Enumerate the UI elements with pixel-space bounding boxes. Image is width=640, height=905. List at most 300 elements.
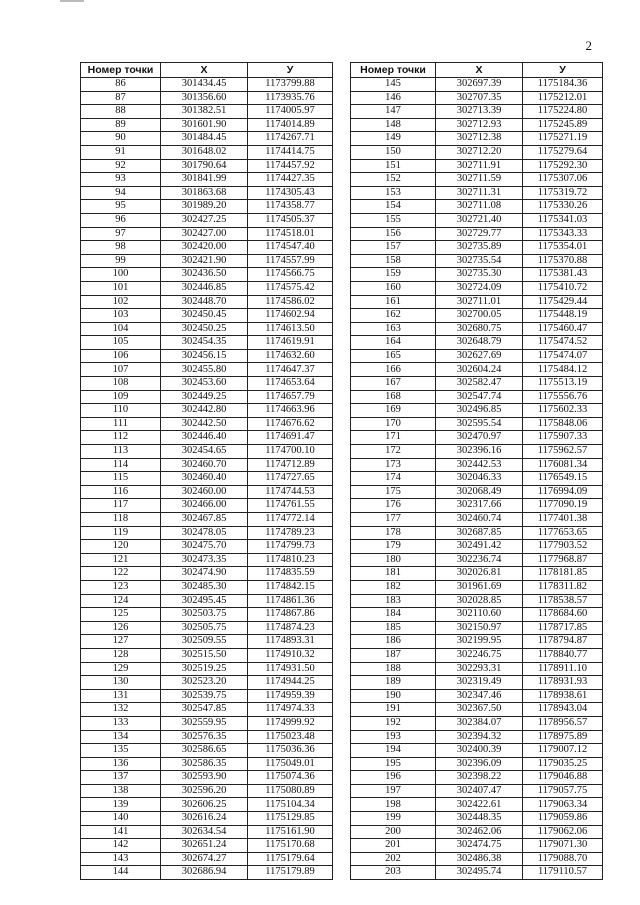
cell-point-number: 99 xyxy=(81,254,161,268)
cell-x: 302648.79 xyxy=(436,336,523,350)
cell-y: 1175343.33 xyxy=(523,227,603,241)
cell-y: 1174772.14 xyxy=(248,513,333,527)
table-body xyxy=(351,78,603,880)
cell-y: 1175513.19 xyxy=(523,377,603,391)
table-row xyxy=(351,118,603,132)
cell-x: 302442.53 xyxy=(436,458,523,472)
table-row xyxy=(81,349,333,363)
table-row xyxy=(81,431,333,445)
cell-y: 1175104.34 xyxy=(248,798,333,812)
cell-point-number: 194 xyxy=(351,744,436,758)
cell-x: 302606.25 xyxy=(161,798,248,812)
cell-y: 1178975.89 xyxy=(523,730,603,744)
cell-point-number: 112 xyxy=(81,431,161,445)
table-row xyxy=(351,526,603,540)
table-row xyxy=(81,390,333,404)
cell-point-number: 92 xyxy=(81,159,161,173)
cell-point-number: 173 xyxy=(351,458,436,472)
cell-x: 302486.38 xyxy=(436,852,523,866)
cell-y: 1174959.39 xyxy=(248,689,333,703)
cell-point-number: 111 xyxy=(81,417,161,431)
cell-y: 1177968.87 xyxy=(523,553,603,567)
cell-y: 1178956.57 xyxy=(523,716,603,730)
cell-point-number: 133 xyxy=(81,716,161,730)
cell-point-number: 203 xyxy=(351,866,436,880)
cell-y: 1175212.01 xyxy=(523,91,603,105)
table-row xyxy=(351,227,603,241)
table-row xyxy=(81,186,333,200)
table-row xyxy=(351,540,603,554)
cell-x: 302460.00 xyxy=(161,485,248,499)
cell-x: 302505.75 xyxy=(161,621,248,635)
cell-y: 1175354.01 xyxy=(523,241,603,255)
cell-x: 302400.39 xyxy=(436,744,523,758)
cell-point-number: 137 xyxy=(81,771,161,785)
cell-y: 1175049.01 xyxy=(248,757,333,771)
cell-point-number: 186 xyxy=(351,635,436,649)
cell-y: 1177401.38 xyxy=(523,513,603,527)
cell-point-number: 185 xyxy=(351,621,436,635)
cell-y: 1174874.23 xyxy=(248,621,333,635)
table-row xyxy=(351,567,603,581)
cell-x: 302474.90 xyxy=(161,567,248,581)
column-header-x: X xyxy=(436,63,523,78)
cell-point-number: 172 xyxy=(351,445,436,459)
cell-point-number: 191 xyxy=(351,703,436,717)
cell-point-number: 93 xyxy=(81,173,161,187)
cell-y: 1175330.26 xyxy=(523,200,603,214)
cell-x: 302627.69 xyxy=(436,349,523,363)
table-row xyxy=(351,689,603,703)
cell-x: 302420.00 xyxy=(161,241,248,255)
cell-x: 302604.24 xyxy=(436,363,523,377)
cell-x: 302453.60 xyxy=(161,377,248,391)
table-row xyxy=(351,254,603,268)
cell-x: 301961.69 xyxy=(436,580,523,594)
table-row xyxy=(81,485,333,499)
cell-y: 1175023.48 xyxy=(248,730,333,744)
cell-x: 302421.90 xyxy=(161,254,248,268)
scan-mark xyxy=(60,0,84,2)
cell-point-number: 171 xyxy=(351,431,436,445)
cell-x: 301484.45 xyxy=(161,132,248,146)
table-row xyxy=(351,241,603,255)
table-row xyxy=(81,689,333,703)
cell-x: 301601.90 xyxy=(161,118,248,132)
cell-x: 302448.35 xyxy=(436,812,523,826)
cell-point-number: 176 xyxy=(351,499,436,513)
table-row xyxy=(81,866,333,880)
cell-point-number: 167 xyxy=(351,377,436,391)
table-row xyxy=(351,594,603,608)
table-row xyxy=(81,567,333,581)
cell-x: 302068.49 xyxy=(436,485,523,499)
cell-x: 302586.35 xyxy=(161,757,248,771)
cell-y: 1174647.37 xyxy=(248,363,333,377)
cell-x: 302436.50 xyxy=(161,268,248,282)
table-row xyxy=(81,281,333,295)
cell-point-number: 163 xyxy=(351,322,436,336)
cell-point-number: 147 xyxy=(351,105,436,119)
table-row xyxy=(81,118,333,132)
table-row xyxy=(351,580,603,594)
cell-y: 1175319.72 xyxy=(523,186,603,200)
column-header-y: У xyxy=(248,63,333,78)
table-row xyxy=(81,662,333,676)
cell-y: 1175224.80 xyxy=(523,105,603,119)
cell-y: 1174305.43 xyxy=(248,186,333,200)
cell-x: 302455.80 xyxy=(161,363,248,377)
cell-y: 1179071.30 xyxy=(523,839,603,853)
cell-x: 302462.06 xyxy=(436,825,523,839)
coordinates-table-right xyxy=(350,62,603,880)
column-header-point-number: Номер точки xyxy=(81,63,161,78)
cell-x: 302711.08 xyxy=(436,200,523,214)
table-row xyxy=(351,784,603,798)
cell-x: 302582.47 xyxy=(436,377,523,391)
cell-x: 302735.54 xyxy=(436,254,523,268)
table-row xyxy=(81,91,333,105)
table-row xyxy=(351,812,603,826)
cell-y: 1178931.93 xyxy=(523,676,603,690)
table-row xyxy=(351,839,603,853)
cell-x: 302317.66 xyxy=(436,499,523,513)
cell-y: 1178717.85 xyxy=(523,621,603,635)
cell-x: 302547.85 xyxy=(161,703,248,717)
cell-point-number: 119 xyxy=(81,526,161,540)
cell-point-number: 192 xyxy=(351,716,436,730)
cell-point-number: 117 xyxy=(81,499,161,513)
cell-y: 1174014.89 xyxy=(248,118,333,132)
cell-y: 1178684.60 xyxy=(523,608,603,622)
cell-y: 1175292.30 xyxy=(523,159,603,173)
cell-y: 1174744.53 xyxy=(248,485,333,499)
cell-point-number: 178 xyxy=(351,526,436,540)
cell-x: 302712.38 xyxy=(436,132,523,146)
cell-x: 302046.33 xyxy=(436,472,523,486)
cell-x: 302450.25 xyxy=(161,322,248,336)
cell-x: 302700.05 xyxy=(436,309,523,323)
table-row xyxy=(81,200,333,214)
cell-point-number: 179 xyxy=(351,540,436,554)
cell-y: 1179035.25 xyxy=(523,757,603,771)
cell-y: 1175448.19 xyxy=(523,309,603,323)
cell-x: 302456.15 xyxy=(161,349,248,363)
table-row xyxy=(81,812,333,826)
cell-y: 1174761.55 xyxy=(248,499,333,513)
cell-point-number: 149 xyxy=(351,132,436,146)
table-row xyxy=(81,540,333,554)
cell-x: 302199.95 xyxy=(436,635,523,649)
table-header-row xyxy=(81,63,333,78)
cell-y: 1174712.89 xyxy=(248,458,333,472)
cell-x: 302547.74 xyxy=(436,390,523,404)
cell-point-number: 164 xyxy=(351,336,436,350)
cell-y: 1175074.36 xyxy=(248,771,333,785)
cell-y: 1174974.33 xyxy=(248,703,333,717)
cell-x: 302712.20 xyxy=(436,145,523,159)
cell-x: 302735.30 xyxy=(436,268,523,282)
cell-y: 1175036.36 xyxy=(248,744,333,758)
cell-point-number: 187 xyxy=(351,648,436,662)
cell-point-number: 199 xyxy=(351,812,436,826)
cell-point-number: 157 xyxy=(351,241,436,255)
cell-y: 1178538.57 xyxy=(523,594,603,608)
cell-x: 302539.75 xyxy=(161,689,248,703)
cell-x: 302616.24 xyxy=(161,812,248,826)
cell-x: 302686.94 xyxy=(161,866,248,880)
cell-x: 302422.61 xyxy=(436,798,523,812)
cell-y: 1175556.76 xyxy=(523,390,603,404)
table-row xyxy=(351,268,603,282)
cell-point-number: 162 xyxy=(351,309,436,323)
cell-y: 1178311.82 xyxy=(523,580,603,594)
cell-y: 1174810.23 xyxy=(248,553,333,567)
table-row xyxy=(81,825,333,839)
cell-x: 302427.00 xyxy=(161,227,248,241)
cell-y: 1174691.47 xyxy=(248,431,333,445)
cell-point-number: 121 xyxy=(81,553,161,567)
cell-x: 302509.55 xyxy=(161,635,248,649)
cell-point-number: 108 xyxy=(81,377,161,391)
cell-x: 302559.95 xyxy=(161,716,248,730)
cell-y: 1174842.15 xyxy=(248,580,333,594)
table-row xyxy=(351,78,603,92)
table-row xyxy=(81,145,333,159)
cell-point-number: 136 xyxy=(81,757,161,771)
cell-y: 1179063.34 xyxy=(523,798,603,812)
cell-y: 1178794.87 xyxy=(523,635,603,649)
table-row xyxy=(351,458,603,472)
cell-x: 302475.70 xyxy=(161,540,248,554)
cell-point-number: 181 xyxy=(351,567,436,581)
cell-x: 302674.27 xyxy=(161,852,248,866)
cell-point-number: 116 xyxy=(81,485,161,499)
cell-point-number: 131 xyxy=(81,689,161,703)
table-row xyxy=(81,159,333,173)
table-row xyxy=(351,349,603,363)
cell-y: 1179046.88 xyxy=(523,771,603,785)
cell-x: 302593.90 xyxy=(161,771,248,785)
cell-point-number: 182 xyxy=(351,580,436,594)
table-row xyxy=(351,472,603,486)
table-row xyxy=(351,716,603,730)
cell-point-number: 146 xyxy=(351,91,436,105)
cell-x: 302711.91 xyxy=(436,159,523,173)
cell-point-number: 160 xyxy=(351,281,436,295)
cell-x: 302026.81 xyxy=(436,567,523,581)
cell-point-number: 202 xyxy=(351,852,436,866)
table-row xyxy=(81,648,333,662)
table-body xyxy=(81,78,333,880)
table-row xyxy=(351,200,603,214)
cell-y: 1175080.89 xyxy=(248,784,333,798)
cell-x: 302712.93 xyxy=(436,118,523,132)
table-row xyxy=(351,336,603,350)
cell-y: 1174835.59 xyxy=(248,567,333,581)
cell-point-number: 154 xyxy=(351,200,436,214)
table-row xyxy=(351,431,603,445)
cell-y: 1179062.06 xyxy=(523,825,603,839)
cell-x: 302446.85 xyxy=(161,281,248,295)
cell-y: 1175474.07 xyxy=(523,349,603,363)
cell-x: 302028.85 xyxy=(436,594,523,608)
cell-point-number: 155 xyxy=(351,213,436,227)
cell-y: 1174602.94 xyxy=(248,309,333,323)
table-row xyxy=(351,485,603,499)
cell-y: 1175179.64 xyxy=(248,852,333,866)
cell-y: 1178943.04 xyxy=(523,703,603,717)
table-row xyxy=(351,91,603,105)
cell-point-number: 105 xyxy=(81,336,161,350)
cell-y: 1176549.15 xyxy=(523,472,603,486)
cell-x: 302729.77 xyxy=(436,227,523,241)
cell-y: 1174867.86 xyxy=(248,608,333,622)
table-row xyxy=(81,417,333,431)
cell-x: 302711.59 xyxy=(436,173,523,187)
table-row xyxy=(351,132,603,146)
cell-y: 1175279.64 xyxy=(523,145,603,159)
cell-point-number: 180 xyxy=(351,553,436,567)
coordinates-table-left xyxy=(80,62,333,880)
cell-y: 1176994.09 xyxy=(523,485,603,499)
cell-y: 1174505.37 xyxy=(248,213,333,227)
cell-y: 1175370.88 xyxy=(523,254,603,268)
cell-y: 1174619.91 xyxy=(248,336,333,350)
cell-point-number: 90 xyxy=(81,132,161,146)
cell-point-number: 143 xyxy=(81,852,161,866)
cell-point-number: 159 xyxy=(351,268,436,282)
table-row xyxy=(81,295,333,309)
table-row xyxy=(351,703,603,717)
cell-x: 302442.50 xyxy=(161,417,248,431)
table-row xyxy=(351,186,603,200)
cell-x: 302293.31 xyxy=(436,662,523,676)
cell-x: 302442.80 xyxy=(161,404,248,418)
cell-x: 302454.35 xyxy=(161,336,248,350)
cell-point-number: 135 xyxy=(81,744,161,758)
cell-point-number: 89 xyxy=(81,118,161,132)
cell-x: 302711.01 xyxy=(436,295,523,309)
cell-x: 302586.65 xyxy=(161,744,248,758)
cell-point-number: 125 xyxy=(81,608,161,622)
cell-y: 1174799.73 xyxy=(248,540,333,554)
cell-x: 302110.60 xyxy=(436,608,523,622)
table-row xyxy=(351,445,603,459)
cell-y: 1175170.68 xyxy=(248,839,333,853)
table-row xyxy=(81,798,333,812)
table-row xyxy=(351,309,603,323)
cell-point-number: 98 xyxy=(81,241,161,255)
cell-x: 301841.99 xyxy=(161,173,248,187)
cell-y: 1175429.44 xyxy=(523,295,603,309)
table-row xyxy=(81,173,333,187)
table-row xyxy=(351,390,603,404)
table-row xyxy=(351,852,603,866)
table-row xyxy=(81,363,333,377)
cell-point-number: 115 xyxy=(81,472,161,486)
cell-point-number: 166 xyxy=(351,363,436,377)
cell-point-number: 94 xyxy=(81,186,161,200)
cell-point-number: 183 xyxy=(351,594,436,608)
table-row xyxy=(81,608,333,622)
cell-x: 302473.35 xyxy=(161,553,248,567)
cell-y: 1174557.99 xyxy=(248,254,333,268)
table-row xyxy=(81,513,333,527)
cell-point-number: 196 xyxy=(351,771,436,785)
cell-x: 302398.22 xyxy=(436,771,523,785)
table-row xyxy=(81,105,333,119)
table-row xyxy=(351,417,603,431)
table-row xyxy=(351,608,603,622)
cell-point-number: 100 xyxy=(81,268,161,282)
cell-y: 1175161.90 xyxy=(248,825,333,839)
table-row xyxy=(351,798,603,812)
table-row xyxy=(81,78,333,92)
table-row xyxy=(81,594,333,608)
cell-point-number: 145 xyxy=(351,78,436,92)
cell-y: 1174358.77 xyxy=(248,200,333,214)
cell-x: 301648.02 xyxy=(161,145,248,159)
cell-x: 302449.25 xyxy=(161,390,248,404)
table-row xyxy=(351,295,603,309)
cell-point-number: 134 xyxy=(81,730,161,744)
table-row xyxy=(81,472,333,486)
table-row xyxy=(351,553,603,567)
cell-point-number: 95 xyxy=(81,200,161,214)
cell-x: 302495.74 xyxy=(436,866,523,880)
cell-x: 302519.25 xyxy=(161,662,248,676)
column-header-point-number: Номер точки xyxy=(351,63,436,78)
cell-point-number: 174 xyxy=(351,472,436,486)
cell-y: 1174999.92 xyxy=(248,716,333,730)
cell-x: 302735.89 xyxy=(436,241,523,255)
cell-y: 1174657.79 xyxy=(248,390,333,404)
table-row xyxy=(81,553,333,567)
table-row xyxy=(351,730,603,744)
cell-point-number: 103 xyxy=(81,309,161,323)
cell-x: 302713.39 xyxy=(436,105,523,119)
cell-x: 302396.09 xyxy=(436,757,523,771)
cell-point-number: 102 xyxy=(81,295,161,309)
cell-y: 1175184.36 xyxy=(523,78,603,92)
cell-x: 302150.97 xyxy=(436,621,523,635)
cell-y: 1174727.65 xyxy=(248,472,333,486)
table-row xyxy=(351,145,603,159)
cell-point-number: 114 xyxy=(81,458,161,472)
table-row xyxy=(351,771,603,785)
cell-y: 1174613.50 xyxy=(248,322,333,336)
cell-x: 301989.20 xyxy=(161,200,248,214)
cell-x: 302427.25 xyxy=(161,213,248,227)
table-row xyxy=(351,377,603,391)
table-row xyxy=(351,825,603,839)
table-row xyxy=(351,213,603,227)
cell-point-number: 188 xyxy=(351,662,436,676)
cell-x: 301790.64 xyxy=(161,159,248,173)
cell-point-number: 175 xyxy=(351,485,436,499)
table-row xyxy=(351,866,603,880)
cell-y: 1174676.62 xyxy=(248,417,333,431)
cell-y: 1173935.76 xyxy=(248,91,333,105)
table-row xyxy=(81,716,333,730)
cell-point-number: 150 xyxy=(351,145,436,159)
cell-x: 301434.45 xyxy=(161,78,248,92)
cell-y: 1178181.85 xyxy=(523,567,603,581)
table-row xyxy=(351,105,603,119)
cell-point-number: 152 xyxy=(351,173,436,187)
table-header-row xyxy=(351,63,603,78)
